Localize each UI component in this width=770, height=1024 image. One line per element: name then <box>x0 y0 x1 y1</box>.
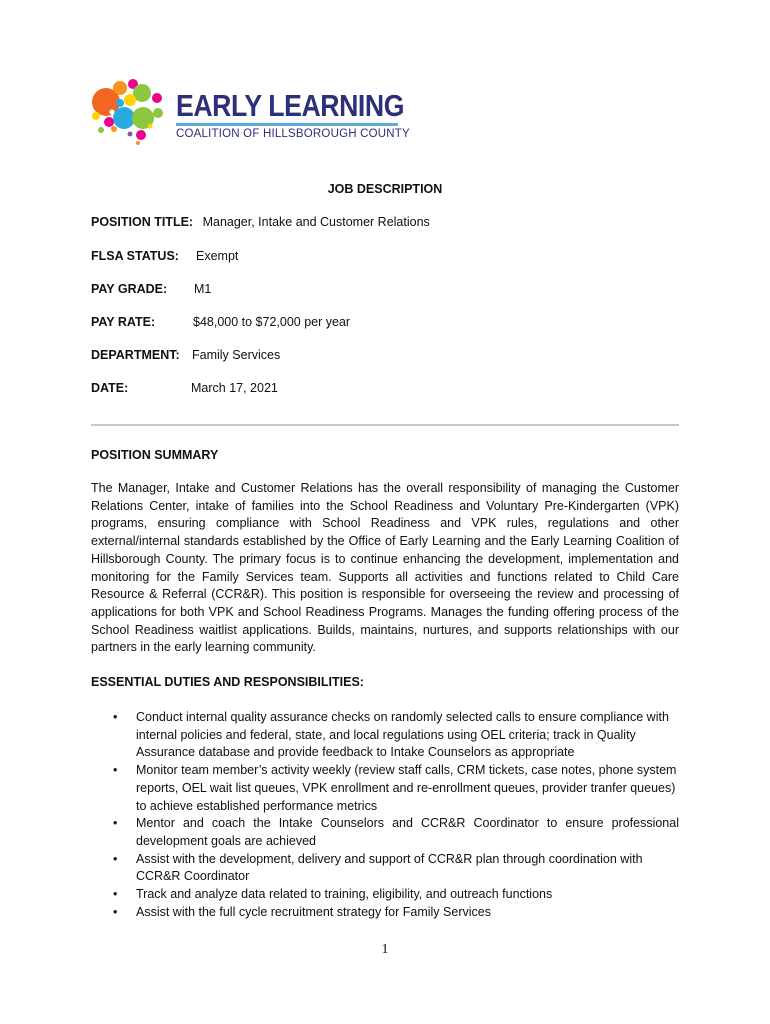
duty-item <box>91 709 679 762</box>
duty-text: Assist with the full cycle recruitment strategy for Family Services <box>136 904 491 919</box>
flsa-status-value: Exempt <box>196 249 239 263</box>
duty-item <box>91 904 679 922</box>
logo-underline <box>176 123 398 126</box>
bullet-icon: • <box>113 710 118 724</box>
essential-duties-heading: ESSENTIAL DUTIES AND RESPONSIBILITIES: <box>91 675 364 689</box>
date-label: DATE: <box>91 381 129 395</box>
bullet-icon: • <box>113 887 118 902</box>
page-number: 1 <box>381 942 389 957</box>
position-title-label: POSITION TITLE: <box>91 215 194 229</box>
logo-bubbles-graphic <box>84 76 168 148</box>
bullet-icon: • <box>113 763 118 778</box>
department-value: Family Services <box>192 348 281 362</box>
pay-rate-value: $48,000 to $72,000 per year <box>193 315 351 329</box>
department-field <box>91 348 281 362</box>
logo-subtitle: COALITION OF HILLSBOROUGH COUNTY <box>176 128 410 140</box>
duty-item <box>91 886 679 904</box>
duty-item <box>91 851 679 886</box>
bullet-icon: • <box>113 904 118 919</box>
duty-item <box>91 815 679 850</box>
pay-rate-label: PAY RATE: <box>91 315 156 329</box>
duties-list <box>91 709 679 921</box>
duty-text: Track and analyze data related to training, eligibility, and outreach functions <box>136 887 553 902</box>
bullet-icon: • <box>113 816 118 831</box>
flsa-status-field <box>91 249 239 263</box>
position-title-value: Manager, Intake and Customer Relations <box>202 215 430 229</box>
duty-text: Mentor and coach the Intake Counselors and CCR&R Coordinator to ensure professional development goals are achieved <box>136 816 679 848</box>
duty-text: Assist with the development, delivery and support of CCR&R plan through coordination with CCR&R Coordinator <box>136 851 643 884</box>
bullet-icon: • <box>113 851 118 866</box>
pay-grade-field <box>91 282 212 296</box>
section-divider <box>91 424 679 426</box>
pay-grade-label: PAY GRADE: <box>91 282 168 296</box>
date-value: March 17, 2021 <box>191 381 278 395</box>
document-title: JOB DESCRIPTION <box>327 182 443 196</box>
duty-text: Conduct internal quality assurance checks on randomly selected calls to ensure compliance with internal policies and federal, state, and local regulations using OEL criteria; track in Quality Assurance database and provide feedback to Intake Counselors as appropriate <box>136 710 669 760</box>
position-summary-heading: POSITION SUMMARY <box>91 448 219 462</box>
date-field <box>91 381 278 395</box>
duty-text: Monitor team member’s activity weekly (review staff calls, CRM tickets, case notes, phone system reports, OEL wait list queues, VPK enrollment and re-enrollment queues, provider tranfer queues) to achieve established performance metrics <box>136 763 677 813</box>
department-label: DEPARTMENT: <box>91 348 180 362</box>
position-title-field <box>91 215 430 229</box>
duty-item <box>91 762 679 815</box>
pay-grade-value: M1 <box>194 282 212 296</box>
pay-rate-field <box>91 315 351 329</box>
flsa-status-label: FLSA STATUS: <box>91 249 179 263</box>
logo-title: EARLY LEARNING <box>176 88 405 123</box>
organization-logo <box>84 76 410 148</box>
position-summary-text: The Manager, Intake and Customer Relations has the overall responsibility of managing the Customer Relations Center, intake of families into the School Readiness and Voluntary Pre-Kindergarten (VPK) programs, ensuring compliance with School Readiness and VPK rules, regulations and other external/internal standards established by the Office of Early Learning and the Early Learning Coalition of Hillsborough County. The primary focus is to continue enhancing the development, implementation and monitoring for the Family Services team. Supports all activities and functions related to Child Care Resource & Referral (CCR&R). This position is responsible for overseeing the review and processing of applications for both VPK and School Readiness Programs. Manages the funding offering process of the School Readiness waitlist applications. Builds, maintains, nurtures, and supports relationships with our partners in the early learning community. <box>91 481 679 655</box>
